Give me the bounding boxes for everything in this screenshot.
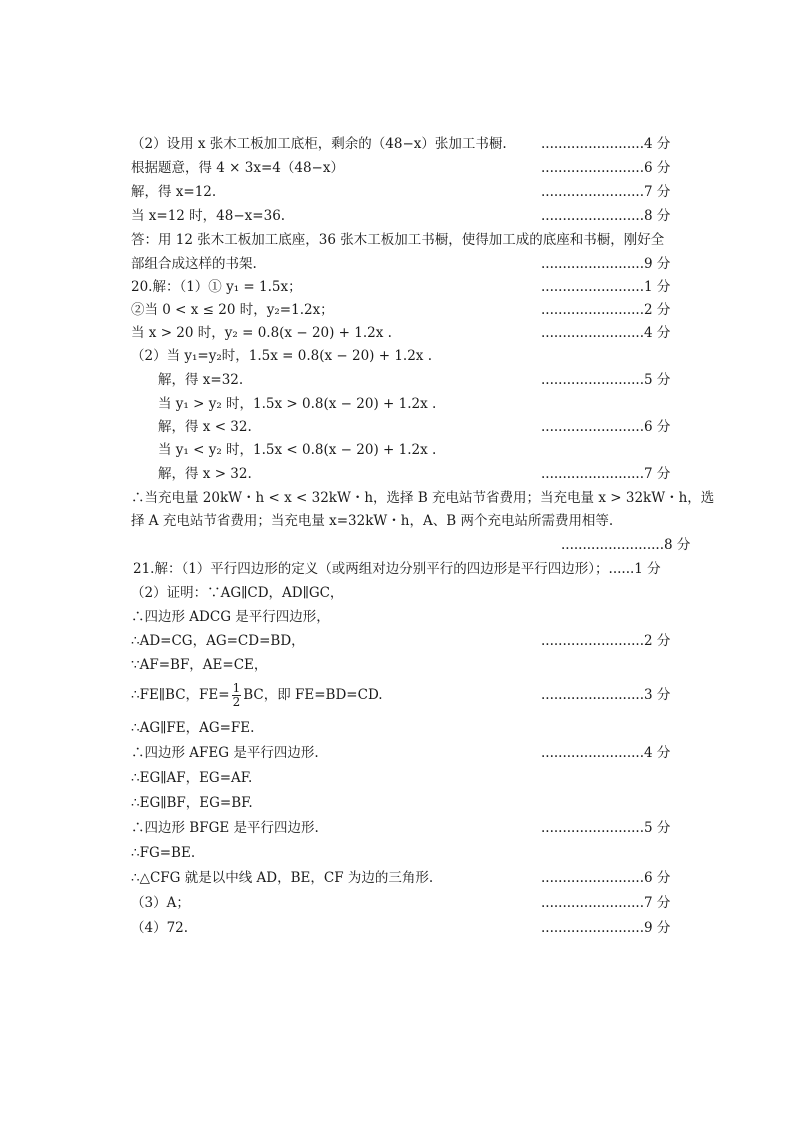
- answer-text: 解，得 x=12.: [131, 184, 217, 200]
- answer-text: 21.解：（1）平行四边形的定义（或两组对边分别平行的四边形是平行四边形）；......1 分: [133, 561, 661, 577]
- answer-line: [0, 867, 794, 891]
- text-fragment: ∴FE∥BC，FE=: [131, 687, 230, 703]
- answer-text: ∴当充电量 20kW・h < x < 32kW・h，选择 B 充电站节省费用；当充电量 x > 32kW・h，选: [131, 490, 715, 506]
- score-marker: ........................1 分: [541, 279, 671, 295]
- answer-text: 解，得 x=32.: [158, 372, 244, 388]
- answer-line: [0, 510, 794, 534]
- answer-line: [0, 393, 794, 417]
- answer-line: [0, 276, 794, 300]
- answer-text: ∴四边形 ADCG 是平行四边形，: [131, 609, 330, 625]
- answer-line: [0, 322, 794, 346]
- answer-line: [0, 157, 794, 181]
- text-fragment: BC，即 FE=BD=CD.: [243, 687, 383, 703]
- answer-text: 20.解：（1）① y₁ = 1.5x；: [131, 279, 302, 295]
- answer-line: [0, 654, 794, 678]
- answer-text: 当 y₁ < y₂ 时，1.5x < 0.8(x − 20) + 1.2x .: [158, 442, 437, 458]
- answer-text: 当 x=12 时，48−x=36.: [131, 208, 286, 224]
- score-marker: ........................2 分: [541, 633, 671, 649]
- answer-line: [0, 817, 794, 841]
- answer-text: ∴四边形 AFEG 是平行四边形.: [131, 745, 319, 761]
- score-marker: ........................7 分: [541, 466, 671, 482]
- answer-text: （4）72.: [131, 920, 189, 936]
- score-marker: ........................8 分: [541, 208, 671, 224]
- score-marker: ........................4 分: [541, 136, 671, 152]
- answer-text: ∴△CFG 就是以中线 AD，BE，CF 为边的三角形.: [131, 870, 434, 886]
- answer-text: ∵AF=BF，AE=CE，: [131, 657, 268, 673]
- answer-line: [0, 892, 794, 916]
- answer-text: （2）当 y₁=y₂时，1.5x = 0.8(x − 20) + 1.2x .: [131, 348, 432, 364]
- answer-line: [0, 767, 794, 791]
- fraction-numerator: 1: [232, 681, 241, 695]
- answer-line: [0, 606, 794, 630]
- answer-line: [0, 299, 794, 323]
- answer-line: [0, 558, 794, 582]
- fraction: [232, 682, 242, 709]
- answer-line: [0, 630, 794, 654]
- answer-text: 当 x > 20 时，y₂ = 0.8(x − 20) + 1.2x .: [131, 325, 392, 341]
- answer-line: [0, 345, 794, 369]
- answer-line: [0, 717, 794, 741]
- score-marker: ........................9 分: [541, 920, 671, 936]
- answer-line: [0, 680, 794, 710]
- answer-line: [0, 463, 794, 487]
- answer-text: 解，得 x > 32.: [158, 466, 252, 482]
- answer-text: ∴AD=CG，AG=CD=BD，: [131, 633, 305, 649]
- score-marker: ........................4 分: [541, 745, 671, 761]
- score-marker: ........................9 分: [541, 256, 671, 272]
- answer-line: [0, 229, 794, 253]
- answer-line: [0, 369, 794, 393]
- answer-line: [0, 534, 794, 558]
- answer-text: ∴EG∥BF，EG=BF.: [131, 795, 253, 811]
- answer-line: [0, 487, 794, 511]
- answer-text: 部组合成这样的书架.: [131, 256, 257, 272]
- answer-line: [0, 742, 794, 766]
- score-marker: ........................5 分: [541, 372, 671, 388]
- score-marker: ........................7 分: [541, 895, 671, 911]
- answer-text: （2）设用 x 张木工板加工底柜，剩余的（48−x）张加工书橱.: [131, 136, 507, 152]
- answer-line: [0, 181, 794, 205]
- score-marker: ........................6 分: [541, 160, 671, 176]
- score-marker: ........................2 分: [541, 302, 671, 318]
- score-marker: ........................3 分: [541, 687, 671, 703]
- answer-text: 答：用 12 张木工板加工底座，36 张木工板加工书橱，使得加工成的底座和书橱，刚好全: [131, 232, 665, 248]
- answer-line: [0, 205, 794, 229]
- answer-text: （2）证明：∵AG∥CD，AD∥GC，: [131, 585, 344, 601]
- answer-line: [0, 792, 794, 816]
- score-marker: ........................7 分: [541, 184, 671, 200]
- answer-line: [0, 253, 794, 277]
- answer-text: 择 A 充电站节省费用；当充电量 x=32kW・h，A、B 两个充电站所需费用相等.: [131, 513, 614, 529]
- answer-line: [0, 133, 794, 157]
- score-marker: ........................6 分: [541, 870, 671, 886]
- score-marker: ........................4 分: [541, 325, 671, 341]
- answer-text: 解，得 x < 32.: [158, 419, 252, 435]
- answer-line: [0, 842, 794, 866]
- answer-line: [0, 917, 794, 941]
- answer-text: [131, 680, 383, 710]
- answer-line: [0, 582, 794, 606]
- answer-text: 根据题意，得 4 × 3x=4（48−x）: [131, 160, 344, 176]
- answer-line: [0, 416, 794, 440]
- answer-text: ∴AG∥FE，AG=FE.: [131, 720, 255, 736]
- answer-text: ②当 0 < x ≤ 20 时，y₂=1.2x；: [131, 302, 334, 318]
- fraction-denominator: 2: [232, 695, 241, 709]
- answer-text: ∴FG=BE.: [131, 845, 196, 861]
- answer-text: 当 y₁ > y₂ 时，1.5x > 0.8(x − 20) + 1.2x .: [158, 396, 437, 412]
- answer-text: ∴四边形 BFGE 是平行四边形.: [131, 820, 319, 836]
- score-marker: ........................6 分: [541, 419, 671, 435]
- answer-line: [0, 439, 794, 463]
- score-marker: ........................5 分: [541, 820, 671, 836]
- score-marker: ........................8 分: [561, 537, 691, 553]
- answer-text: （3）A；: [131, 895, 190, 911]
- answer-text: ∴EG∥AF，EG=AF.: [131, 770, 253, 786]
